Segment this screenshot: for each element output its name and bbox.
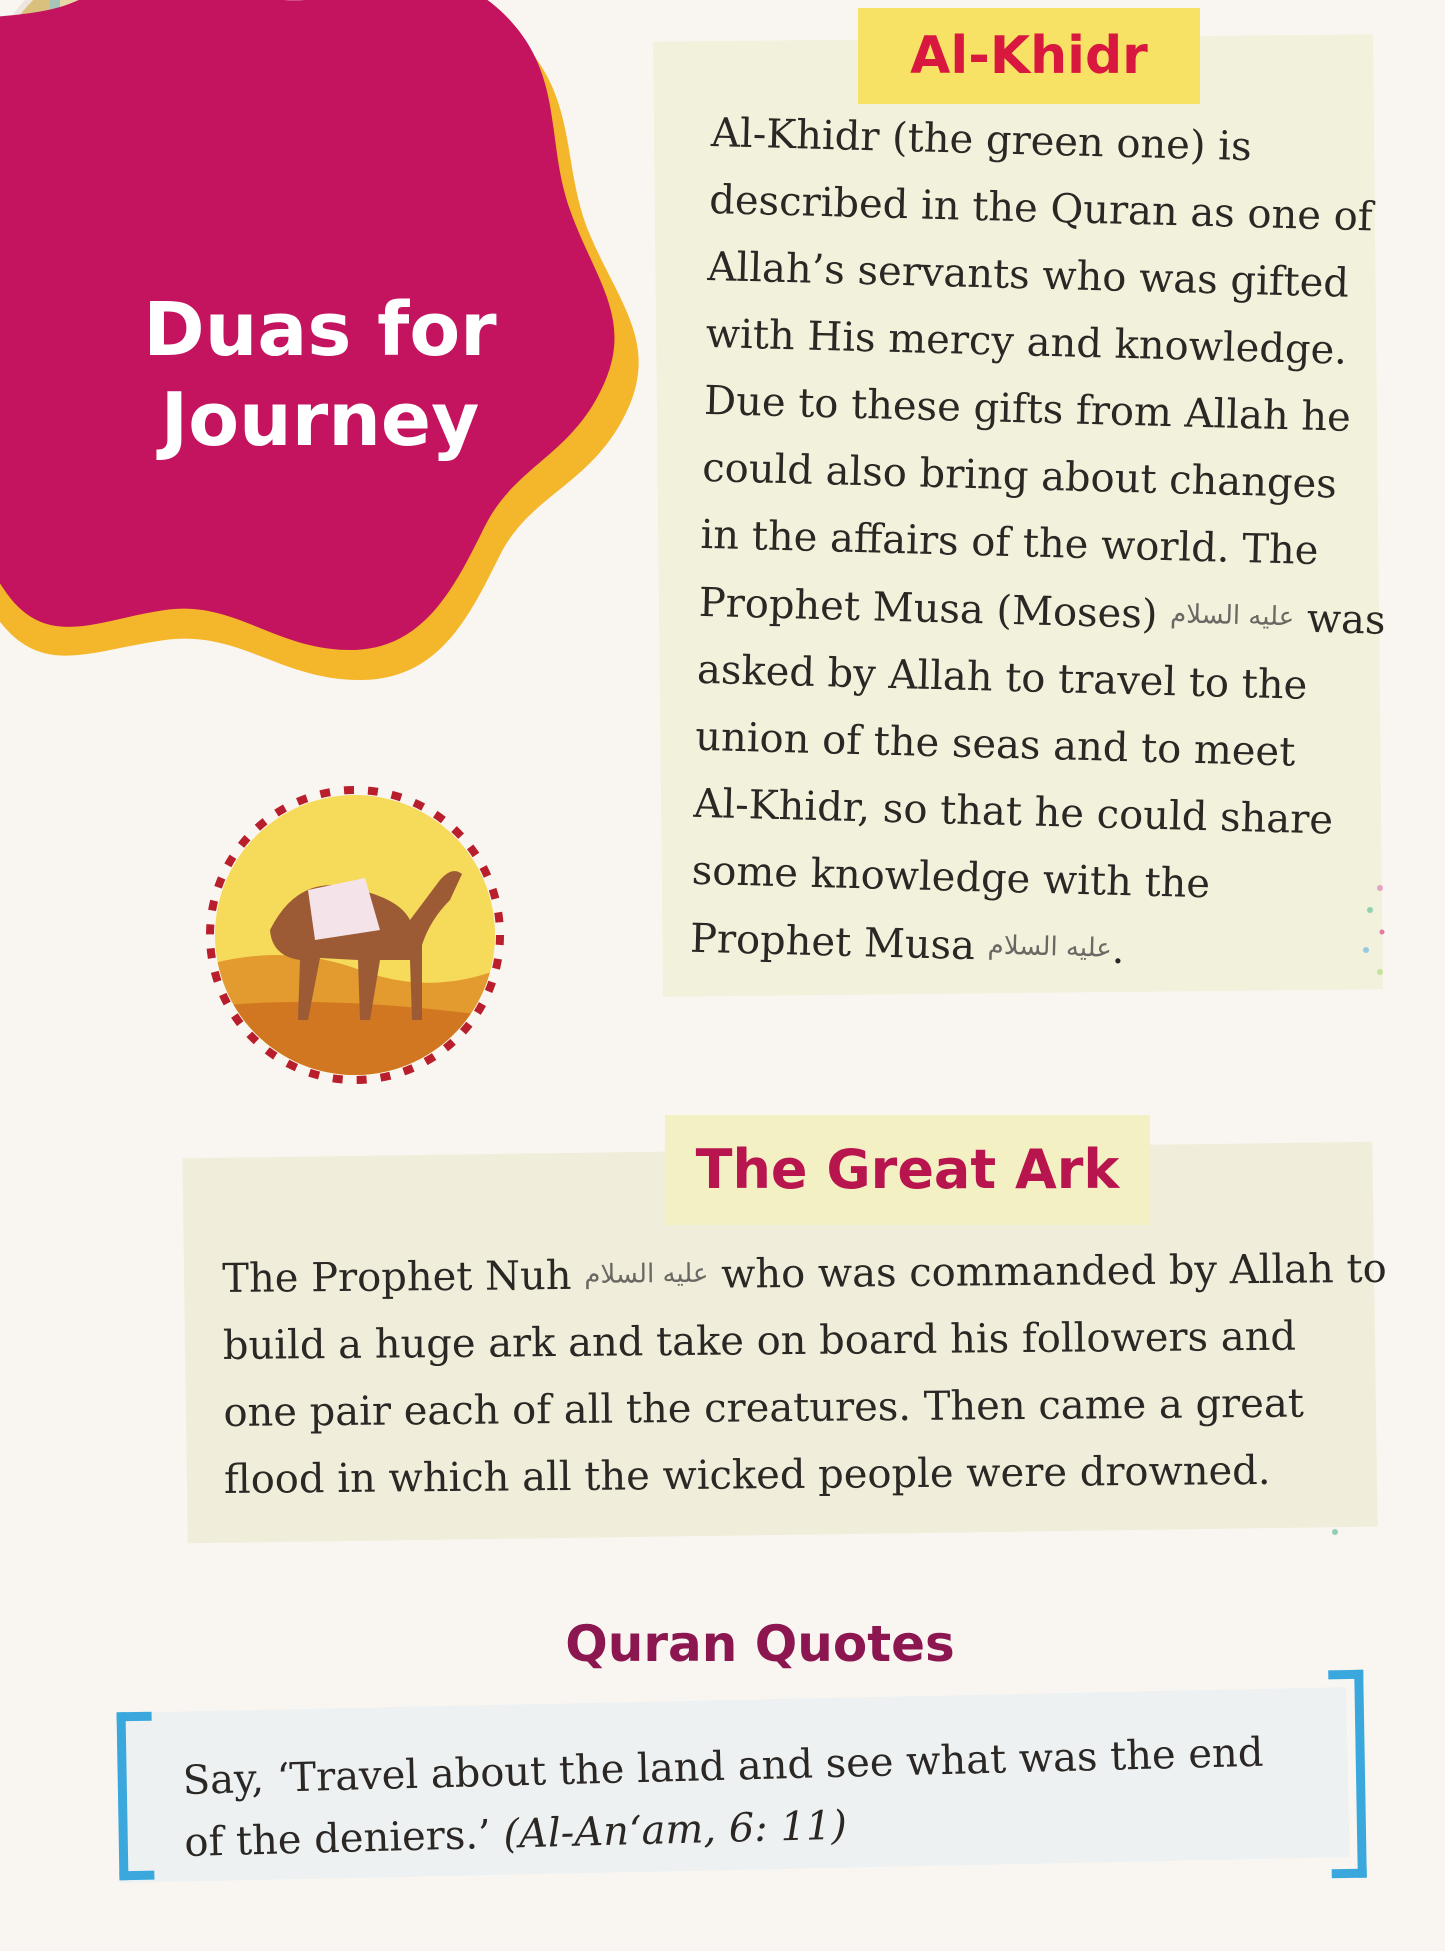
honorific-glyph: عليه السلام (584, 1258, 709, 1290)
al-khidr-line-text: was (1306, 595, 1387, 644)
great-ark-heading: The Great Ark (665, 1115, 1150, 1225)
al-khidr-line-text: Prophet Musa (Moses) (698, 579, 1159, 638)
al-khidr-line: in the affairs of the world. The (700, 511, 1319, 575)
quran-quote-source: (Al-An‘am, 6: 11) (502, 1802, 848, 1858)
quran-quote-line: Say, ‘Travel about the land and see what was the end (182, 1729, 1264, 1804)
great-ark-line (222, 1235, 1387, 1313)
al-khidr-line: Al-Khidr (the green one) is (710, 109, 1253, 171)
badge-title-line-1: Duas for (143, 287, 497, 373)
badge-title (130, 285, 510, 465)
great-ark-line-text: The Prophet Nuh (222, 1252, 572, 1302)
al-khidr-line: Allah’s servants who was gifted (707, 243, 1350, 307)
al-khidr-line: asked by Allah to travel to the (696, 646, 1308, 709)
al-khidr-line-text: . (1111, 926, 1126, 974)
badge-title-line-2: Journey (160, 377, 480, 463)
quran-quote-line-text: of the deniers.’ (183, 1811, 492, 1866)
al-khidr-line: could also bring about changes (701, 444, 1338, 508)
great-ark-line-text: who was commanded by Allah to (720, 1245, 1387, 1298)
right-bracket (1328, 1670, 1367, 1879)
al-khidr-line: described in the Quran as one of (708, 176, 1374, 241)
al-khidr-line-text: Prophet Musa (689, 915, 976, 970)
camel-illustration (190, 770, 520, 1100)
great-ark-line: flood in which all the wicked people were drowned. (223, 1447, 1271, 1503)
al-khidr-line: Al-Khidr, so that he could share (692, 780, 1334, 844)
al-khidr-body (689, 100, 1387, 989)
quran-quotes-heading: Quran Quotes (565, 1615, 955, 1673)
sparkle-icon (1340, 880, 1400, 1000)
great-ark-body (222, 1235, 1387, 1514)
al-khidr-line: union of the seas and to meet (694, 713, 1296, 776)
great-ark-line: build a huge ark and take on board his followers and (222, 1313, 1297, 1369)
left-bracket (117, 1712, 155, 1881)
great-ark-line: one pair each of all the creatures. Then came a great (223, 1380, 1304, 1436)
honorific-glyph: عليه السلام (1169, 599, 1295, 633)
honorific-glyph: عليه السلام (987, 930, 1113, 964)
al-khidr-line: with His mercy and knowledge. (705, 310, 1348, 374)
al-khidr-line: Due to these gifts from Allah he (703, 377, 1352, 441)
al-khidr-line: some knowledge with the (691, 847, 1211, 908)
al-khidr-heading: Al-Khidr (858, 8, 1200, 104)
